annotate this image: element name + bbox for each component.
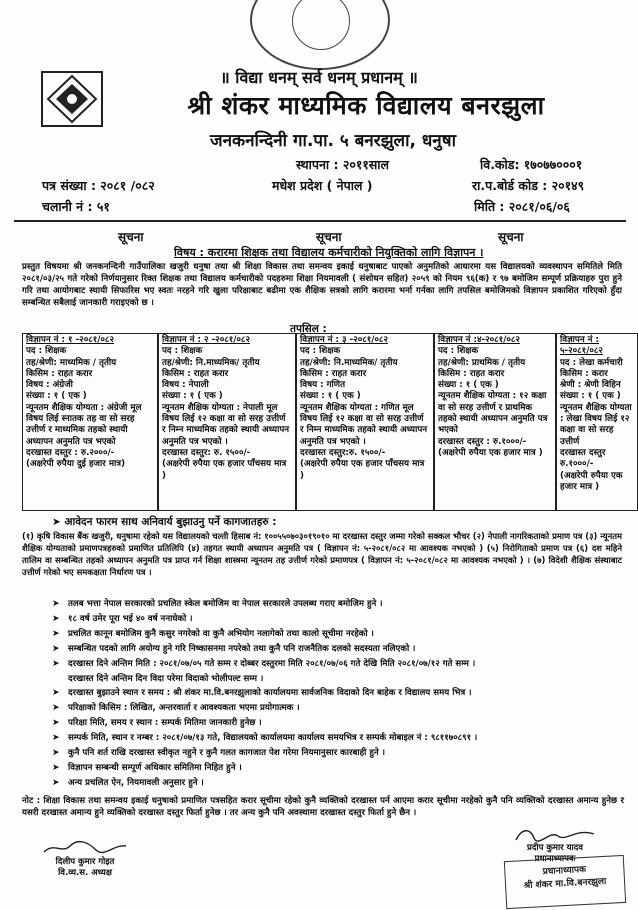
vacancy-subject: विषय : नेपाली <box>162 380 209 391</box>
vacancy-cell <box>556 333 638 511</box>
arrow-right-icon: ➤ <box>52 777 60 788</box>
vacancy-fee: दरखास्त दस्तुर:रु. १५००/- <box>300 447 386 458</box>
notice-word-center: सूचना <box>316 230 342 244</box>
left-signatory-name: दिलीप कुमार गोइत <box>55 857 115 867</box>
vacancy-type: किसिम : राहत करार <box>438 368 505 379</box>
arrow-right-icon: ➤ <box>52 599 60 609</box>
list-item <box>52 672 632 687</box>
vacancy-fee: दरखास्त दस्तुर : रु.२०००/- <box>26 447 115 458</box>
vacancy-fee: दरखास्त दस्तुर : रु.१०००/- <box>438 436 527 447</box>
vacancy-cell <box>158 333 296 511</box>
condition-text: कुनै पनि शर्त राखि दरखास्त स्वीकृत नहुने र कुनै गलत कागजात पेश गरेमा नियमानुसार कारबाही हुने । <box>68 748 385 759</box>
vacancy-post: पद : शिक्षक <box>26 346 67 357</box>
vacancy-number: विज्ञापन नं : १ -२०८१/०८२ <box>26 335 114 345</box>
notice-word-left: सूचना <box>118 230 144 244</box>
details-heading: तपसिल : <box>290 323 327 335</box>
condition-text: विज्ञापन सम्बन्धी सम्पूर्ण अधिकार समितिमा निहित हुने । <box>68 762 242 773</box>
letter-date: मिति : २०८१/०६/०६ <box>474 199 570 214</box>
notice-subject: विषय : करारमा शिक्षक तथा विद्यालय कर्मचारीको नियुक्तिको लागि विज्ञापन । <box>174 246 484 259</box>
letter-number: पत्र संख्या : २०८१ /०८२ <box>42 178 155 193</box>
list-item <box>52 746 632 761</box>
vacancy-fee: दरखास्त दस्तुर: रु. १५००/- <box>162 447 251 458</box>
list-item <box>52 716 632 731</box>
vacancy-level: श्रेणी : श्रेणी विहिन <box>560 380 621 391</box>
left-signatory-title: वि.व्य.स. अध्यक्ष <box>58 868 112 878</box>
vacancy-qualification: न्यूनतम शैक्षिक योग्यता : गणित मूल विषय लिई १२ कक्षा वा सो सरह उत्तीर्ण र निम्न माध्यमिक तहको स्थायी अध्यापन अनुमति पत्र भएको । <box>300 402 428 447</box>
condition-text: दरखास्त दिने अन्तिम मिति : २०८१/०७/०५ गते सम्म र दोब्बर दस्तुरमा मिति २०८१/०७/०६ गते देखि मिति २०८१/०७/१२ गते सम्म । <box>68 658 476 669</box>
vacancy-qualification: न्यूनतम शैक्षिक योग्यता : अंग्रेजी मूल विषय लिई स्नातक तह वा सो सरह उत्तीर्ण र माध्यमिक तहको स्थायी अध्यापन अनुमति पत्र भएको <box>26 402 142 447</box>
arrow-right-icon: ➤ <box>52 718 60 729</box>
vacancy-fee-words: (अक्षरेपी रुपैया एक हजार मात्र ) <box>560 470 623 492</box>
note-paragraph: नोट : शिक्षा विकास तथा समन्वय इकाई धनुषाको प्रमाणित पत्रसहित करार सूचीमा रहेको कुनै व्यक्तिको दरखास्त पर्न आएमा करार सूचीमा नरहेको कुनै पनि व्यक्तिको दरखास्त अमान्य हुनेछ र यसरी दरखास्त अमान्य हुने व्यक्तिको दरखास्त दस्तुर फिर्ता हुनेछ । तर अन्य कुनै पनि अवस्थामा दरखास्त दस्तुर फिर्ता हुने छैन । <box>22 796 624 818</box>
condition-text: प्रचलित कानून बमोजिम कुनै कसुर नगरेको वा कुनै अभियोग नलागेको तथा कालो सूचीमा नरहेको । <box>68 628 374 639</box>
vacancy-level: तह/श्रेणी: नि.माध्यमिक/ तृतीय <box>300 357 398 368</box>
documents-heading <box>52 515 276 529</box>
vacancy-fee-words: (अक्षरेपी रुपैया दुई हजार मात्र) <box>26 459 126 470</box>
vacancy-post: पद : लेखा कर्मचारी <box>560 357 623 368</box>
vacancy-post: पद : शिक्षक <box>162 346 203 357</box>
list-item <box>52 657 632 672</box>
list-item <box>52 701 632 716</box>
condition-text: दरखास्त दिने अन्तिम दिन विदा परेमा विदाको भोलीपल्ट सम्म । <box>68 673 264 684</box>
arrow-right-icon: ➤ <box>52 516 61 528</box>
vacancy-type: किसिम : करार <box>560 368 608 379</box>
vacancy-cell <box>22 333 158 511</box>
vacancy-count: संख्या : १ ( एक ) <box>26 391 87 402</box>
arrow-right-icon: ➤ <box>52 748 60 759</box>
condition-text: परिक्षाको किसिम : लिखित, अन्तरवार्ता र आवश्यकता भएमा प्रयोगात्मक । <box>68 703 300 714</box>
list-item <box>52 642 632 657</box>
condition-text: दरखास्त बुझाउने स्थान र समय : श्री शंकर मा.वि.बनरझुलाको कार्यालयमा सार्वजनिक विदाको दिन बाहेक र विद्यालय समय भित्र । <box>68 688 472 699</box>
vacancy-type: किसिम : राहत करार <box>300 368 367 379</box>
condition-text: सम्पर्क मिति, स्थान र नम्बर : २०८१/०७/१३ गते, विद्यालयको कार्यालयमा कार्यालय समयभित्र र सम्पर्क मोबाइल नं : ९८११७०८९१ । <box>68 733 478 744</box>
vacancy-fee: दरखास्त दस्तुर रु.१०००/- <box>560 447 606 470</box>
headmaster-stamp <box>504 855 626 909</box>
list-item <box>52 761 632 776</box>
school-address: जनकनन्दिनी गा.पा. ५ बनरझुला, धनुषा <box>210 131 456 151</box>
signature-scribble-icon <box>510 826 600 842</box>
list-item <box>52 776 632 791</box>
list-item <box>52 612 632 627</box>
vacancy-post: पद : शिक्षक <box>438 346 479 357</box>
board-code: रा.प.बोर्ड कोड : २०१४९ <box>472 178 585 193</box>
arrow-right-icon: ➤ <box>52 658 60 669</box>
vacancy-count: संख्या : १ ( एक ) <box>162 391 223 402</box>
vacancy-count: संख्या : १ ( एक ) <box>438 380 499 391</box>
right-signatory-title: प्रधानाध्यापक <box>534 854 576 864</box>
stamp-line-1: प्रधानाध्यापक <box>542 864 587 878</box>
vacancy-fee-words: (अक्षरेपी रुपैया एक हजार पाँचसय मात्र ) <box>162 459 287 481</box>
arrow-right-icon: ➤ <box>52 613 60 624</box>
notice-word-right: सूचना <box>498 230 524 244</box>
arrow-right-icon: ➤ <box>52 643 60 654</box>
arrow-right-icon: ➤ <box>52 688 60 699</box>
vacancy-subject: विषय : अंग्रेजी <box>26 380 73 391</box>
vacancy-level: तह/श्रेणी: नि.माध्यमिक/ तृतीय <box>162 357 260 368</box>
arrow-right-icon: ➤ <box>52 733 60 744</box>
vacancy-type: किसिम : राहत करार <box>26 368 93 379</box>
vacancy-count: संख्या : १ ( एक ) <box>300 391 361 402</box>
signature-scribble-icon <box>40 840 130 856</box>
list-item <box>52 686 632 701</box>
arrow-right-icon: ➤ <box>52 762 60 773</box>
vacancy-qualification: न्यूनतम शैक्षिक योग्यता : १२ कक्षा वा सो सरह उत्तीर्ण र प्राथमिक तहको स्थायी अध्यापन अनुमति पत्र भएको <box>438 391 548 436</box>
vacancy-post: पद : शिक्षक <box>300 346 341 357</box>
notice-intro: प्रस्तुत विषयमा श्री जनकनन्दिनी गाउँपालिका खजुरी धनुषा तथा श्री शिक्षा विकास तथा समन्वय इकाई धनुषाबाट पाएको अनुमतिको आधारमा यस विद्यालयको व्यवस्थापन समितिले मिति २०८१/०३/२५ गते गरेको निर्णयानुसार रिक्त शिक्षक तथा विद्यालय कर्मचारीको पदहरुमा शिक्षा नियमावली ( संशोधन सहित) २०५९ को नियम ९६(क) र ९७ बमोजिम सम्पूर्ण प्रक्रियाहरु पुरा हुने गरि तथा आयोगबाट स्थायी सिफारिस भए स्वतः नरहने गरि खुला परिक्षाबाट बढीमा एक शैक्षिक सत्रको लागि करारमा भर्ना गर्नका लागि तपसिल बमोजिमको विज्ञापन प्रकाशित गरिएको हुँदा सम्बन्धित सबैलाई जानकारी गराइएको छ । <box>22 262 622 308</box>
seal-inner-ring <box>292 0 350 50</box>
vacancy-count: संख्या : १ ( एक ) <box>560 391 621 402</box>
province: मधेश प्रदेश ( नेपाल ) <box>272 178 373 193</box>
vacancy-cell <box>296 333 434 511</box>
school-name: श्री शंकर माध्यमिक विद्यालय बनरझुला <box>187 91 545 120</box>
vacancy-number: विज्ञापन नं :४-२०८१/०८२ <box>438 335 520 345</box>
vacancy-qualification: न्यूनतम शैक्षिक योग्यता : नेपाली मूल विषय लिई १२ कक्षा वा सो सरह उत्तीर्ण र निम्न माध्यमिक तहको स्थायी अध्यापन अनुमति पत्र भएको । <box>162 402 290 447</box>
established: स्थापना : २०११साल <box>296 157 389 172</box>
vacancy-fee-words: (अक्षरेपी रुपैया एक हजार पाँचसय मात्र ) <box>300 459 425 481</box>
right-signatory-name: प्रदीप कुमार यादव <box>527 843 583 853</box>
list-item <box>52 597 632 612</box>
vacancy-level: तह/श्रेणी: प्राथमिक / तृतीय <box>438 357 526 368</box>
list-item <box>52 627 632 642</box>
stamp-line-2: श्री शंकर मा.वि.बनरझुला <box>523 876 607 892</box>
arrow-right-icon: ➤ <box>52 703 60 714</box>
vacancy-number: विज्ञापन नं : ५-२०८१/०८२ <box>560 335 603 357</box>
vacancy-level: तह/श्रेणी: माध्यमिक / तृतीय <box>26 357 117 368</box>
motto: ॥ विद्या धनम् सर्व धनम् प्रधानम् ॥ <box>220 68 418 87</box>
vacancy-fee-words: (अक्षरेपी रुपैया एक हजार मात्र ) <box>438 447 543 458</box>
condition-text: सम्बन्धित पदको लागि अयोग्य हुने गरि निष्कासनमा नपरेको तथा कुनै पनि राजनैतिक दलको सदस्यता नलिएको । <box>68 643 416 654</box>
documents-heading-text: आवेदन फारम साथ अनिवार्य बुझाउनु पर्ने कागजातहरु : <box>64 516 277 528</box>
vacancy-cell <box>434 333 556 511</box>
vacancy-table <box>22 333 638 511</box>
vacancy-subject: विषय : गणित <box>300 380 346 391</box>
vacancy-number: विज्ञापन नं : २ -२०८१/०८२ <box>162 335 250 345</box>
conditions-list <box>52 597 632 791</box>
condition-text: १८ वर्ष उमेर पूरा भई ४० वर्ष ननाघेको । <box>68 613 193 624</box>
vacancy-type: किसिम : राहत करार <box>162 368 229 379</box>
vacancy-number: विज्ञापन नं : ३ -२०८१/०८२ <box>300 335 388 345</box>
condition-text: अन्य प्रचलित ऐन, नियमावली अनुसार हुने । <box>68 777 204 788</box>
condition-text: तलब भत्ता नेपाल सरकारको प्रचलित स्केल बमोजिम वा नेपाल सरकारले उपलब्ध गराए बमोजिम हुने । <box>68 599 383 609</box>
arrow-right-icon: ➤ <box>52 628 60 639</box>
school-code: वि.कोड: १७०७७०००१ <box>480 157 583 172</box>
school-seal <box>250 0 390 70</box>
condition-text: परिक्षा मिति, समय र स्थान : सम्पर्क मितिमा जानकारी हुनेछ । <box>68 718 262 729</box>
vacancy-qualification: न्यूनतम शैक्षिक योग्यता : लेखा विषय लिई १२ कक्षा वा सो सरह उत्तीर्ण <box>560 402 632 447</box>
list-item <box>52 731 632 746</box>
header-divider <box>14 220 626 222</box>
dispatch-number: चलानी नं : ५१ <box>42 199 110 214</box>
documents-list: (१) कृषि विकास बैंक खजुरी, धनुषामा रहेको यस विद्यालयको चल्ती हिसाब नं: १००५५०७०३०१९०१० मा दरखास्त दस्तुर जम्मा गरेको सक्कल भौचर (२) नेपाली नागरिकताको प्रमाण पत्र (३) न्यूनतम शैक्षिक योग्यताको प्रमाणपत्रहरुको प्रमाणित प्रतिलिपि (४) तहगत स्थायी अध्यापन अनुमति पत्र ( विज्ञापन नं: ५-२०८१/०८२ मा आवश्यक नभएको ) (५) निरोगिताको प्रमाण पत्र (६) दश महिने तालिम वा सम्बन्धित तहको अध्यापन अनुमति पत्र प्राप्त गर्न शिक्षा शास्त्रमा न्यूनतम तह उत्तीर्ण गरेको प्रमाणपत्र ( विज्ञापन नं: ५-२०८१/०८२ मा आवश्यक नभएको ) । (७) विदेशी शैक्षिक संस्थाबाट उत्तीर्ण गरेको भए समकक्षता निर्धारण पत्र । <box>22 531 622 577</box>
left-signature <box>40 840 130 878</box>
